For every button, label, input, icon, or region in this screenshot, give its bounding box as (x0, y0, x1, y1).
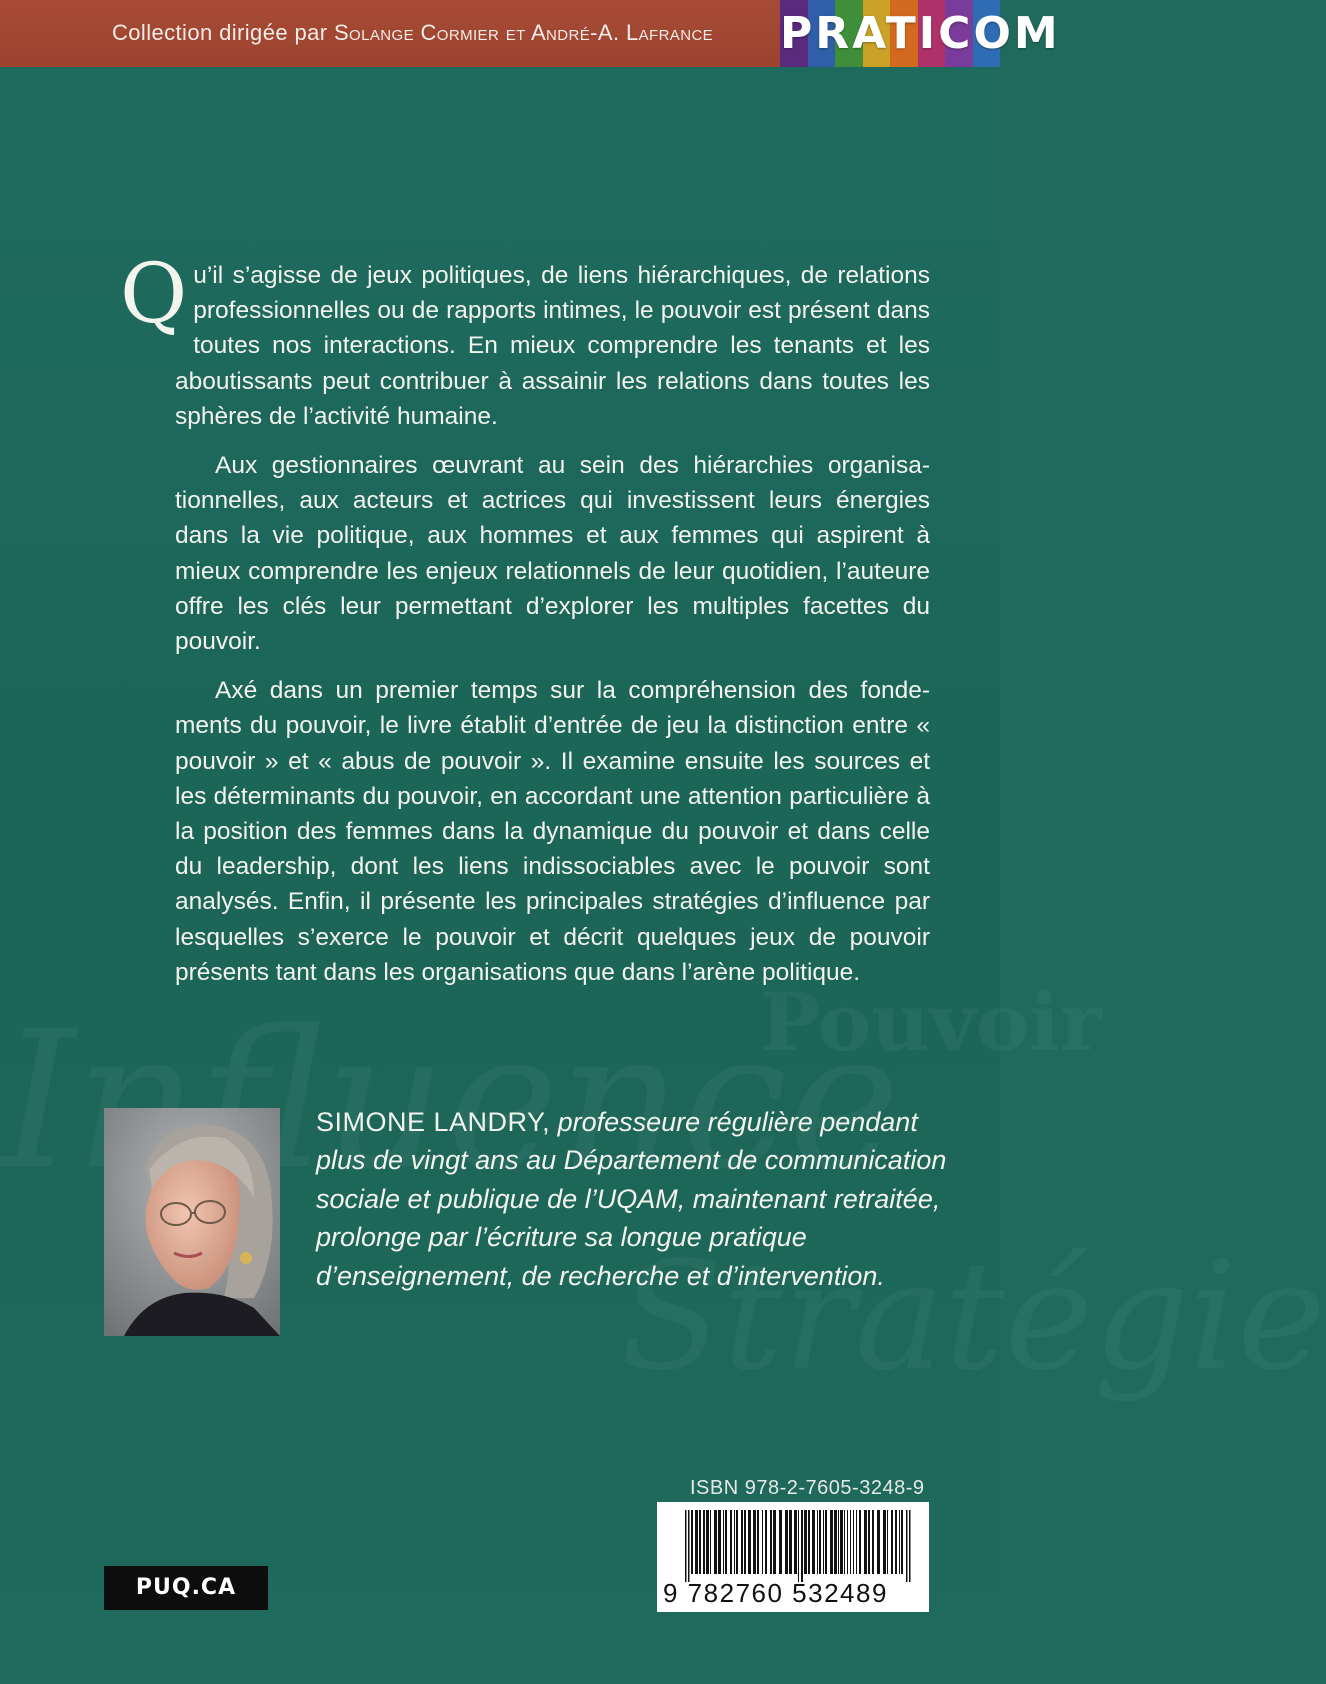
barcode-bar (834, 1510, 837, 1574)
blurb-paragraph: Qu’il s’agisse de jeux politiques, de liens hiérarchiques, de relations professionnelles ou de rapports intimes, le pouvoir est présent dans toutes nos interactions. En mieux comprendre les tenants et les aboutissants peut contribuer à assainir les relations dans toutes les sphères de l’activité humaine. (120, 247, 930, 430)
barcode-bar (856, 1510, 857, 1574)
barcode-bar (798, 1510, 799, 1582)
barcode-bar (891, 1510, 893, 1574)
barcode-bar (847, 1510, 848, 1574)
barcode-bar (868, 1510, 870, 1574)
author-name: SIMONE LANDRY, (316, 1107, 551, 1137)
blurb-paragraph: Axé dans un premier temps sur la compréhension des fondements du pouvoir, le livre établit d’entrée de jeu la distinction entre « pouvoir » et « abus de pouvoir ». Il examine ensuite les sources et les déterminants du pouvoir, en accordant une attention particulière à la position des femmes dans la dynamique du pouvoir et dans celle du leadership, dont les liens indissociables avec le pouvoir sont analysés. Enfin, il présente les principales stratégies d’influence par lesquelles s’exerce le pouvoir et décrit quelques jeux de pouvoir présents tant dans les organisations que dans l’arène politique. (175, 677, 930, 986)
barcode-bar (853, 1510, 854, 1574)
barcode-bar (883, 1510, 886, 1574)
barcode-bar (730, 1510, 732, 1574)
blurb-text (120, 247, 930, 1004)
barcode-bar (723, 1510, 724, 1574)
barcode-bar (844, 1510, 845, 1574)
collection-editors-text: Collection dirigée par Solange Cormier et André-A. Lafrance (112, 20, 714, 45)
barcode-bar (753, 1510, 756, 1574)
barcode-bar (895, 1510, 897, 1574)
barcode-bar (794, 1510, 797, 1574)
barcode-bar (872, 1510, 874, 1574)
author-bio (316, 1103, 956, 1295)
drop-cap: Q (120, 247, 188, 342)
barcode-bar (748, 1510, 751, 1574)
barcode-bar (817, 1510, 818, 1574)
barcode-bar (736, 1510, 738, 1574)
barcode-bar (725, 1510, 727, 1574)
barcode-bar (830, 1510, 833, 1574)
editor-name: Solange Cormier (333, 20, 500, 45)
barcode-bar (741, 1510, 743, 1574)
barcode-bar (823, 1510, 824, 1574)
barcode-bars (657, 1502, 929, 1582)
barcode-bar (699, 1510, 701, 1574)
barcode-bar (877, 1510, 880, 1574)
barcode-bar (899, 1510, 900, 1574)
editor-name: André-A. Lafrance (530, 20, 714, 45)
praticom-logo (780, 0, 1061, 67)
collection-banner (0, 0, 1061, 67)
isbn-barcode (657, 1502, 929, 1612)
logo-wordmark: PRATICOM (780, 8, 1061, 59)
barcode-bar (838, 1510, 839, 1574)
barcode-bar (901, 1510, 903, 1574)
barcode-bar (850, 1510, 851, 1574)
barcode-bar (887, 1510, 888, 1574)
publisher-link[interactable]: PUQ.CA (104, 1566, 268, 1610)
barcode-bar (785, 1510, 788, 1574)
barcode-bar (906, 1510, 908, 1582)
barcode-bar (695, 1510, 698, 1574)
barcode-bar (909, 1510, 911, 1582)
barcode-bar (779, 1510, 782, 1574)
barcode-bar (714, 1510, 717, 1574)
barcode-bar (710, 1510, 711, 1574)
barcode-bar (706, 1510, 709, 1574)
blurb-paragraph: Aux gestionnaires œuvrant au sein des hiérarchies organisationnelles, aux acteurs et actrices qui investissent leurs énergies dans la vie politique, aux hommes et aux femmes qui aspirent à mieux comprendre les enjeux relationnels de leur quotidien, l’auteure offre les clés leur permettant d’explorer les multiples facettes du pouvoir. (175, 452, 930, 656)
barcode-bar (825, 1510, 827, 1574)
barcode-bar (808, 1510, 810, 1574)
barcode-bar (685, 1510, 687, 1582)
barcode-bar (744, 1510, 746, 1574)
author-photo (104, 1108, 280, 1336)
isbn-label: ISBN 978-2-7605-3248-9 (690, 1477, 925, 1499)
barcode-bar (734, 1510, 735, 1574)
barcode-bar (770, 1510, 772, 1574)
author-description: professeure régulière pendant plus de vingt ans au Département de communication sociale et publique de l’UQAM, maintenant retraitée, prolonge par l’écriture sa longue pratique d’enseignement, de recherche et d’intervention. (316, 1107, 947, 1291)
barcode-bar (773, 1510, 776, 1574)
barcode-bar (718, 1510, 721, 1574)
barcode-bar (762, 1510, 763, 1574)
barcode-bar (812, 1510, 815, 1574)
barcode-bar (801, 1510, 803, 1582)
barcode-bar (688, 1510, 690, 1582)
barcode-bar (757, 1510, 759, 1574)
barcode-bar (703, 1510, 705, 1574)
barcode-bar (691, 1510, 693, 1574)
barcode-bar (859, 1510, 861, 1574)
barcode-digits: 9 782760 532489 (663, 1578, 888, 1608)
barcode-bar (765, 1510, 767, 1574)
barcode-bar (864, 1510, 867, 1574)
barcode-bar (840, 1510, 843, 1574)
barcode-bar (819, 1510, 821, 1574)
barcode-bar (789, 1510, 792, 1574)
barcode-bar (804, 1510, 807, 1574)
